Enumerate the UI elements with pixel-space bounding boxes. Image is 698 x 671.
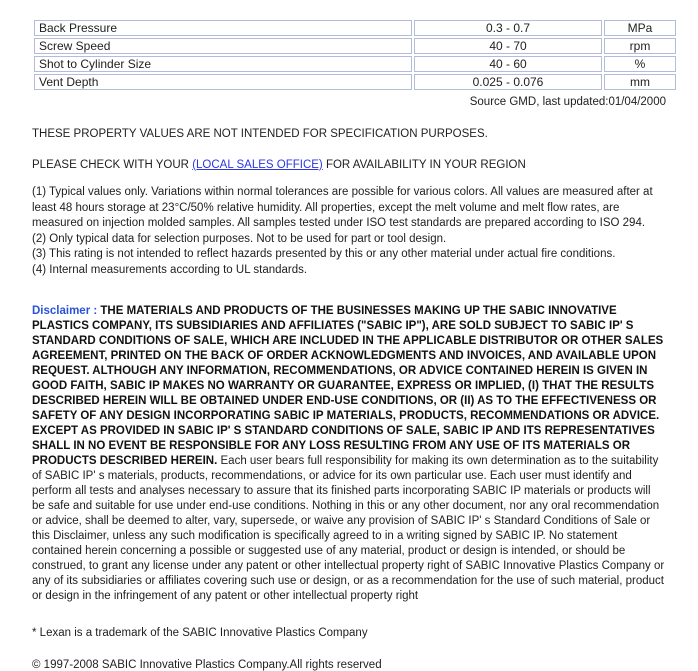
footnote-3: (3) This rating is not intended to reflect hazards presented by this or any other material under actual fire conditions. (32, 248, 616, 260)
property-value: 0.025 - 0.076 (414, 74, 602, 90)
disclaimer-paragraph (32, 304, 666, 604)
property-value: 40 - 60 (414, 56, 602, 72)
property-value: 40 - 70 (414, 38, 602, 54)
property-name: Screw Speed (34, 38, 412, 54)
property-value: 0.3 - 0.7 (414, 20, 602, 36)
disclaimer-bold-text: THE MATERIALS AND PRODUCTS OF THE BUSINESSES MAKING UP THE SABIC INNOVATIVE PLASTICS COMPANY, ITS SUBSIDIARIES AND AFFILIATES ("SABIC IP"), ARE SOLD SUBJECT TO SABIC IP' S STANDARD CONDITIONS OF SALE, WHICH ARE INCLUDED IN THE APPLICABLE DISTRIBUTOR OR OTHER SALES AGREEMENT, PRINTED ON THE BACK OF ORDER ACKNOWLEDGMENTS AND INVOICES, AND AVAILABLE UPON REQUEST. ALTHOUGH ANY INFORMATION, RECOMMENDATIONS, OR ADVICE CONTAINED HEREIN IS GIVEN IN GOOD FAITH, SABIC IP MAKES NO WARRANTY OR GUARANTEE, EXPRESS OR IMPLIED, (I) THAT THE RESULTS DESCRIBED HEREIN WILL BE OBTAINED UNDER END-USE CONDITIONS, OR (II) AS TO THE EFFECTIVENESS OR SAFETY OF ANY DESIGN INCORPORATING SABIC IP MATERIALS, PRODUCTS, RECOMMENDATIONS OR ADVICE. EXCEPT AS PROVIDED IN SABIC IP' S STANDARD CONDITIONS OF SALE, SABIC IP AND ITS REPRESENTATIVES SHALL IN NO EVENT BE RESPONSIBLE FOR ANY LOSS RESULTING FROM ANY USE OF ITS MATERIALS OR PRODUCTS DESCRIBED HEREIN. (32, 305, 664, 467)
availability-suffix: FOR AVAILABILITY IN YOUR REGION (322, 159, 526, 171)
property-name: Shot to Cylinder Size (34, 56, 412, 72)
disclaimer-label: Disclaimer : (32, 305, 98, 317)
source-note: Source GMD, last updated:01/04/2000 (469, 96, 666, 108)
table-row (34, 20, 676, 36)
availability-statement (32, 158, 666, 172)
disclaimer-regular-text: Each user bears full responsibility for making its own determination as to the suitability of SABIC IP' s materials, products, recommendations, or advice for its own particular use. Each user must identify and perform all tests and analyses necessary to assure that its finished parts incorporating SABIC IP materials or products will be safe and suitable for use under end-use conditions. Nothing in this or any other document, nor any oral recommendation or advice, shall be deemed to alter, vary, supersede, or waive any provision of SABIC IP' s Standard Conditions of Sale or this Disclaimer, unless any such modification is specifically agreed to in a writing signed by SABIC IP. No statement contained herein concerning a possible or suggested use of any material, product or design is intended, or should be construed, to grant any license under any patent or other intellectual property right of SABIC Innovative Plastics Company or any of its subsidiaries or affiliates covering such use or design, or as a recommendation for the use of such material, product or design in the infringement of any patent or other intellectual property right (32, 455, 665, 602)
local-sales-office-link[interactable]: (LOCAL SALES OFFICE) (192, 159, 323, 171)
trademark-note: * Lexan is a trademark of the SABIC Innovative Plastics Company (32, 627, 368, 639)
property-name: Vent Depth (34, 74, 412, 90)
properties-table (32, 18, 678, 92)
property-unit: MPa (604, 20, 676, 36)
table-row (34, 38, 676, 54)
spec-purpose-statement: THESE PROPERTY VALUES ARE NOT INTENDED FOR SPECIFICATION PURPOSES. (32, 128, 488, 140)
property-name: Back Pressure (34, 20, 412, 36)
table-row (34, 56, 676, 72)
copyright-note: © 1997-2008 SABIC Innovative Plastics Company.All rights reserved (32, 659, 382, 671)
availability-prefix: PLEASE CHECK WITH YOUR (32, 159, 193, 171)
property-unit: mm (604, 74, 676, 90)
footnote-2: (2) Only typical data for selection purposes. Not to be used for part or tool design. (32, 232, 447, 245)
property-unit: % (604, 56, 676, 72)
property-unit: rpm (604, 38, 676, 54)
footnotes (32, 185, 666, 278)
footnote-1: (1) Typical values only. Variations within normal tolerances are possible for various colors. All values are measured after at least 48 hours storage at 23°C/50% relative humidity. All properties, except the melt volume and melt flow rates, are measured on injection molded samples. All samples tested under ISO test standards are prepared according to ISO 294. (32, 186, 653, 229)
table-row (34, 74, 676, 90)
footnote-4: (4) Internal measurements according to UL standards. (32, 263, 308, 276)
